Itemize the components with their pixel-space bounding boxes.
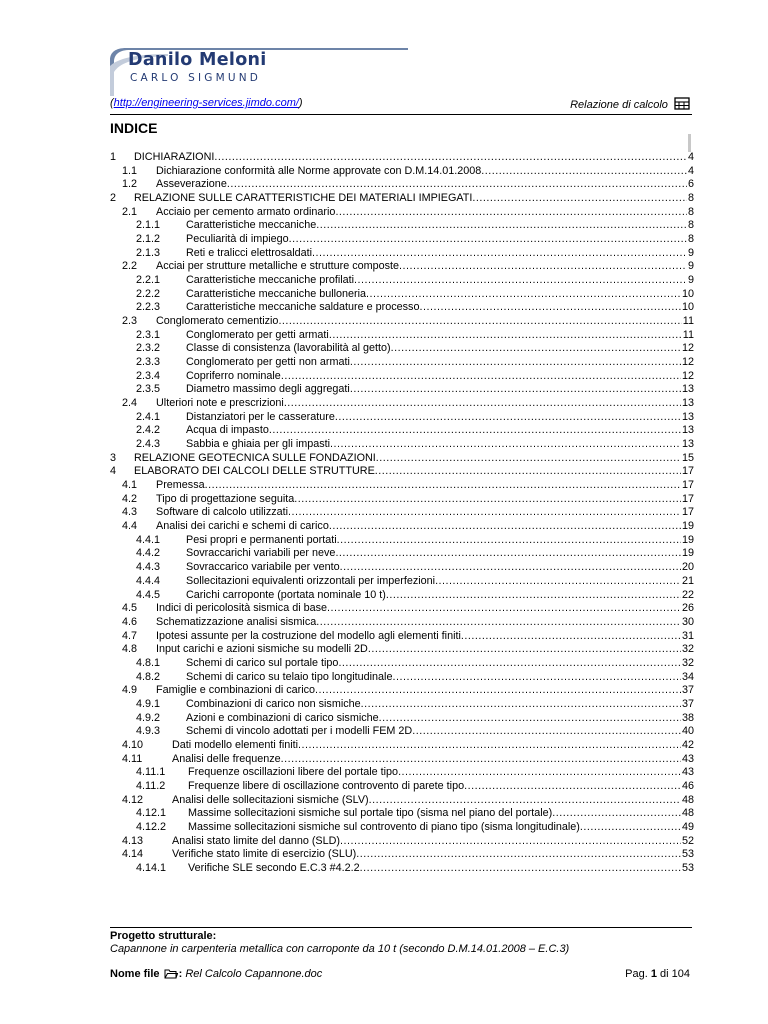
toc-leader-dots [278, 315, 681, 329]
company-logo [108, 44, 408, 98]
toc-entry-number: 4.12 [122, 793, 144, 806]
toc-leader-dots [284, 397, 681, 411]
toc-entry-number: 4.4.4 [136, 574, 161, 587]
toc-entry-page: 48 [681, 807, 694, 820]
toc-entry-number: 2.3.4 [136, 369, 161, 382]
toc-entry[interactable] [108, 479, 694, 493]
toc-leader-dots [461, 630, 681, 644]
toc-entry-page: 22 [681, 588, 694, 601]
toc-entry-number: 4.7 [122, 629, 138, 642]
toc-entry-page: 49 [681, 820, 694, 833]
file-name-separator: : [178, 968, 183, 980]
toc-entry-number: 4.12.1 [136, 807, 167, 820]
toc-leader-dots [330, 438, 681, 452]
toc-entry-number: 2.2 [122, 260, 138, 273]
toc-leader-dots [281, 370, 681, 384]
toc-entry-title: RELAZIONE GEOTECNICA SULLE FONDAZIONI [134, 451, 376, 464]
toc-entry-page: 10 [681, 287, 694, 300]
toc-entry-page: 15 [681, 451, 694, 464]
toc-entry-number: 4.14 [122, 848, 144, 861]
toc-leader-dots [214, 151, 687, 165]
toc-entry[interactable] [108, 561, 694, 575]
toc-entry-title: Sabbia e ghiaia per gli impasti [186, 438, 331, 451]
toc-entry-title: Famiglie e combinazioni di carico [156, 684, 316, 697]
toc-entry-number: 1.2 [122, 178, 138, 191]
toc-entry-page: 9 [687, 260, 694, 273]
toc-leader-dots [288, 506, 681, 520]
toc-leader-dots [472, 192, 687, 206]
toc-leader-dots [316, 219, 687, 233]
toc-entry-page: 11 [682, 328, 694, 341]
toc-entry-title: Analisi dei carichi e schemi di carico [156, 520, 329, 533]
toc-leader-dots [269, 424, 681, 438]
toc-leader-dots [552, 807, 681, 821]
toc-entry-title: Peculiarità di impiego [186, 233, 289, 246]
toc-entry-title: Acqua di impasto [186, 424, 269, 437]
toc-entry[interactable] [108, 630, 694, 644]
toc-entry-title: Verifiche stato limite di esercizio (SLU) [172, 848, 357, 861]
toc-leader-dots [350, 356, 681, 370]
toc-entry-number: 4.9 [122, 684, 138, 697]
toc-entry[interactable] [108, 547, 694, 561]
calculator-icon [674, 97, 690, 110]
toc-entry[interactable] [108, 329, 694, 343]
toc-entry-title: Dati modello elementi finiti [172, 738, 299, 751]
toc-entry-page: 20 [681, 561, 694, 574]
toc-entry[interactable] [108, 315, 694, 329]
toc-leader-dots [205, 479, 681, 493]
toc-entry-title: Caratteristiche meccaniche saldature e processo [186, 301, 420, 314]
toc-entry-title: Sollecitazioni equivalenti orizzontali per imperfezioni [186, 574, 436, 587]
toc-entry-title: Tipo di progettazione seguita [156, 492, 295, 505]
toc-leader-dots [368, 643, 681, 657]
toc-entry-page: 19 [681, 547, 694, 560]
page-of: di [660, 968, 669, 980]
toc-leader-dots [481, 165, 687, 179]
toc-entry-page: 12 [681, 342, 694, 355]
toc-entry-page: 13 [681, 424, 694, 437]
toc-entry-title: DICHIARAZIONI [134, 151, 215, 163]
toc-entry-page: 40 [681, 725, 694, 738]
toc-entry-title: Ipotesi assunte per la costruzione del modello agli elementi finiti [156, 629, 461, 642]
toc-entry-number: 4.11 [122, 752, 143, 765]
toc-entry-page: 48 [681, 793, 694, 806]
toc-leader-dots [329, 520, 681, 534]
toc-entry[interactable] [108, 356, 694, 370]
toc-entry-page: 34 [681, 670, 694, 683]
toc-entry[interactable] [108, 206, 694, 220]
link-open-paren: ( [110, 97, 114, 109]
toc-entry-number: 2.3.2 [136, 342, 161, 355]
toc-entry-page: 13 [681, 397, 694, 410]
toc-entry-page: 17 [681, 465, 694, 478]
toc-entry[interactable] [108, 739, 694, 753]
toc-entry-number: 4.9.3 [136, 725, 161, 738]
toc-entry[interactable] [108, 465, 694, 479]
toc-entry[interactable] [108, 862, 694, 876]
toc-leader-dots [360, 862, 681, 876]
toc-entry-number: 2 [110, 192, 117, 205]
toc-entry-number: 4.4 [122, 520, 138, 533]
toc-entry-number: 2.2.3 [136, 301, 161, 314]
toc-entry-page: 31 [681, 629, 694, 642]
toc-entry[interactable] [108, 192, 694, 206]
toc-entry-title: Frequenze libere di oscillazione controvento di parete tipo [188, 779, 465, 792]
toc-entry[interactable] [108, 534, 694, 548]
toc-entry-page: 32 [681, 643, 694, 656]
toc-entry-number: 4.6 [122, 615, 138, 628]
toc-entry-page: 4 [687, 151, 694, 163]
toc-entry-number: 1.1 [122, 164, 138, 177]
toc-entry-page: 4 [687, 164, 694, 177]
table-of-contents [108, 151, 694, 876]
footer-divider [110, 927, 692, 928]
toc-entry-title: Software di calcolo utilizzati [156, 506, 289, 519]
toc-entry-number: 2.4.1 [136, 410, 161, 423]
header-divider [110, 114, 692, 115]
toc-entry-number: 4.5 [122, 602, 138, 615]
page-indicator [625, 968, 690, 980]
toc-entry-page: 12 [681, 356, 694, 369]
toc-entry-number: 2.3.3 [136, 356, 161, 369]
toc-entry-title: Combinazioni di carico non sismiche [186, 697, 361, 710]
document-type-label: Relazione di calcolo [570, 99, 668, 111]
toc-entry-page: 43 [681, 752, 694, 765]
toc-entry-title: Caratteristiche meccaniche profilati [186, 274, 355, 287]
toc-entry-title: Distanziatori per le casserature [186, 410, 335, 423]
index-title: INDICE [110, 120, 158, 136]
toc-leader-dots [327, 602, 681, 616]
toc-entry-page: 30 [681, 615, 694, 628]
toc-entry-number: 4.14.1 [136, 861, 167, 874]
toc-entry[interactable] [108, 794, 694, 808]
toc-entry-title: Frequenze oscillazioni libere del portale tipo [188, 766, 399, 779]
toc-entry[interactable] [108, 397, 694, 411]
toc-entry[interactable] [108, 657, 694, 671]
toc-entry[interactable] [108, 616, 694, 630]
toc-entry-number: 4.9.2 [136, 711, 161, 724]
toc-entry-page: 46 [681, 779, 694, 792]
toc-entry-number: 2.1 [122, 205, 138, 218]
toc-entry-number: 2.4 [122, 397, 138, 410]
toc-entry-page: 8 [687, 233, 694, 246]
toc-leader-dots [329, 329, 682, 343]
toc-entry-page: 17 [681, 479, 694, 492]
toc-entry-title: Verifiche SLE secondo E.C.3 #4.2.2 [188, 861, 360, 874]
toc-entry-number: 4.9.1 [136, 697, 161, 710]
toc-entry[interactable] [108, 219, 694, 233]
toc-entry-number: 4 [110, 465, 117, 478]
toc-entry-title: Copriferro nominale [186, 369, 281, 382]
toc-entry[interactable] [108, 151, 694, 165]
toc-entry-page: 17 [681, 492, 694, 505]
toc-entry[interactable] [108, 848, 694, 862]
toc-entry[interactable] [108, 274, 694, 288]
toc-entry-page: 9 [687, 246, 694, 259]
toc-entry-page: 13 [681, 410, 694, 423]
toc-entry-page: 9 [687, 274, 694, 287]
toc-entry-title: Caratteristiche meccaniche bulloneria [186, 287, 367, 300]
toc-entry-page: 21 [681, 574, 694, 587]
toc-leader-dots [419, 301, 681, 315]
toc-leader-dots [289, 233, 687, 247]
toc-entry[interactable] [108, 575, 694, 589]
toc-entry[interactable] [108, 807, 694, 821]
toc-entry[interactable] [108, 712, 694, 726]
toc-entry-title: Carichi carroponte (portata nominale 10 t) [186, 588, 386, 601]
toc-leader-dots [369, 794, 681, 808]
toc-entry-page: 8 [687, 205, 694, 218]
toc-entry[interactable] [108, 780, 694, 794]
toc-entry-page: 13 [681, 383, 694, 396]
toc-entry[interactable] [108, 506, 694, 520]
toc-entry-title: Indici di pericolosità sismica di base [156, 602, 328, 615]
toc-entry-number: 2.1.1 [136, 219, 161, 232]
toc-entry[interactable] [108, 165, 694, 179]
toc-entry-page: 38 [681, 711, 694, 724]
toc-entry[interactable] [108, 247, 694, 261]
toc-entry-number: 2.3.1 [136, 328, 161, 341]
toc-entry-page: 26 [681, 602, 694, 615]
toc-leader-dots [337, 534, 681, 548]
toc-entry[interactable] [108, 753, 694, 767]
toc-entry[interactable] [108, 725, 694, 739]
toc-leader-dots [335, 547, 681, 561]
file-name-value: Rel Calcolo Capannone.doc [185, 968, 323, 980]
toc-entry[interactable] [108, 178, 694, 192]
toc-leader-dots [379, 712, 681, 726]
toc-entry[interactable] [108, 589, 694, 603]
toc-entry-number: 4.4.3 [136, 561, 161, 574]
toc-entry-title: Dichiarazione conformità alle Norme approvate con D.M.14.01.2008 [156, 164, 482, 177]
toc-entry-page: 8 [687, 219, 694, 232]
toc-entry-number: 2.2.1 [136, 274, 161, 287]
toc-entry-number: 2.1.3 [136, 246, 161, 259]
toc-entry-title: Diametro massimo degli aggregati [186, 383, 350, 396]
toc-entry-title: Premessa [156, 479, 205, 492]
toc-entry-title: Acciai per strutture metalliche e strutture composte [156, 260, 400, 273]
page-prefix: Pag. [625, 968, 648, 980]
file-name-label: Nome file [110, 968, 160, 980]
toc-entry-title: RELAZIONE SULLE CARATTERISTICHE DEI MATERIALI IMPIEGATI [134, 192, 473, 205]
toc-entry-title: Analisi delle sollecitazioni sismiche (SLV) [172, 793, 369, 806]
website-link[interactable]: http://engineering-services.jimdo.com/ [113, 97, 299, 109]
toc-entry-number: 4.1 [122, 479, 138, 492]
toc-entry-number: 1 [110, 151, 117, 163]
toc-leader-dots [340, 561, 681, 575]
toc-entry[interactable] [108, 301, 694, 315]
toc-entry[interactable] [108, 260, 694, 274]
document-type [570, 97, 690, 111]
toc-entry-number: 4.8 [122, 643, 138, 656]
toc-entry-title: Massime sollecitazioni sismiche sul controvento di piano tipo (sisma longitudinale) [188, 820, 580, 833]
toc-entry[interactable] [108, 835, 694, 849]
toc-entry-page: 53 [681, 848, 694, 861]
toc-entry[interactable] [108, 370, 694, 384]
toc-entry-number: 4.4.5 [136, 588, 161, 601]
toc-entry-title: ELABORATO DEI CALCOLI DELLE STRUTTURE [134, 465, 375, 478]
toc-leader-dots [338, 657, 681, 671]
toc-entry-number: 3 [110, 451, 117, 464]
toc-entry-page: 10 [681, 301, 694, 314]
toc-leader-dots [376, 452, 681, 466]
toc-entry-number: 4.11.2 [136, 779, 166, 792]
toc-entry-title: Ulteriori note e prescrizioni [156, 397, 284, 410]
toc-leader-dots [281, 753, 681, 767]
toc-leader-dots [316, 616, 681, 630]
toc-entry-title: Classe di consistenza (lavorabilità al getto) [186, 342, 391, 355]
toc-entry-number: 4.8.1 [136, 656, 161, 669]
toc-entry-page: 32 [681, 656, 694, 669]
toc-entry-number: 4.8.2 [136, 670, 161, 683]
toc-leader-dots [375, 465, 681, 479]
toc-entry-title: Schemi di vincolo adottati per i modelli FEM 2D [186, 725, 413, 738]
toc-leader-dots [298, 739, 681, 753]
toc-leader-dots [315, 684, 681, 698]
toc-entry-number: 2.4.2 [136, 424, 161, 437]
toc-entry[interactable] [108, 766, 694, 780]
toc-entry-number: 2.3 [122, 315, 138, 328]
toc-leader-dots [580, 821, 681, 835]
toc-leader-dots [354, 274, 687, 288]
toc-leader-dots [435, 575, 681, 589]
toc-leader-dots [312, 247, 687, 261]
toc-entry-number: 2.2.2 [136, 287, 161, 300]
toc-entry[interactable] [108, 671, 694, 685]
link-close-paren: ) [298, 97, 303, 109]
toc-entry[interactable] [108, 424, 694, 438]
toc-entry-number: 2.3.5 [136, 383, 161, 396]
toc-entry-title: Input carichi e azioni sismiche su modelli 2D [156, 643, 368, 656]
toc-entry-number: 4.13 [122, 834, 144, 847]
toc-entry-page: 37 [681, 697, 694, 710]
toc-entry[interactable] [108, 383, 694, 397]
toc-entry-number: 2.1.2 [136, 233, 161, 246]
toc-entry-number: 2.4.3 [136, 438, 161, 451]
toc-entry-page: 17 [681, 506, 694, 519]
toc-entry-page: 8 [687, 192, 694, 205]
toc-leader-dots [340, 835, 681, 849]
toc-entry-page: 12 [681, 369, 694, 382]
toc-leader-dots [464, 780, 681, 794]
toc-entry-page: 6 [687, 178, 694, 191]
toc-entry-title: Pesi propri e permanenti portati [186, 533, 337, 546]
toc-entry-page: 53 [681, 861, 694, 874]
toc-leader-dots [335, 206, 687, 220]
toc-entry[interactable] [108, 342, 694, 356]
toc-entry[interactable] [108, 288, 694, 302]
toc-leader-dots [294, 493, 681, 507]
scroll-marker [688, 134, 691, 152]
toc-entry-title: Analisi stato limite del danno (SLD) [172, 834, 341, 847]
toc-entry-page: 37 [681, 684, 694, 697]
toc-entry-number: 4.4.2 [136, 547, 161, 560]
folder-icon [164, 968, 178, 979]
toc-entry[interactable] [108, 643, 694, 657]
toc-entry-title: Azioni e combinazioni di carico sismiche [186, 711, 379, 724]
toc-entry-page: 19 [681, 520, 694, 533]
project-description: Capannone in carpenteria metallica con carroponte da 10 t (secondo D.M.14.01.2008 – E.C.3) [110, 943, 570, 955]
toc-entry[interactable] [108, 452, 694, 466]
toc-entry-title: Conglomerato per getti non armati [186, 356, 350, 369]
toc-entry-title: Analisi delle frequenze [172, 752, 281, 765]
toc-entry[interactable] [108, 493, 694, 507]
toc-entry-title: Acciaio per cemento armato ordinario [156, 205, 336, 218]
header-link-wrapper [110, 97, 303, 109]
toc-entry-page: 43 [681, 766, 694, 779]
page-total: 104 [671, 968, 690, 980]
toc-entry-title: Schematizzazione analisi sismica [156, 615, 317, 628]
toc-leader-dots [356, 848, 681, 862]
toc-entry-title: Asseverazione [156, 178, 227, 191]
toc-entry-title: Massime sollecitazioni sismiche sul portale tipo (sisma nel piano del portale) [188, 807, 553, 820]
toc-entry-title: Caratteristiche meccaniche [186, 219, 317, 232]
toc-entry-title: Conglomerato cementizio [156, 315, 279, 328]
toc-entry-number: 4.11.1 [136, 766, 166, 779]
toc-entry[interactable] [108, 684, 694, 698]
toc-leader-dots [398, 766, 681, 780]
toc-entry-page: 11 [682, 315, 694, 328]
toc-entry-number: 4.3 [122, 506, 138, 519]
page-current: 1 [650, 968, 657, 980]
toc-leader-dots [350, 383, 681, 397]
toc-entry-title: Conglomerato per getti armati [186, 328, 329, 341]
toc-entry-number: 4.2 [122, 492, 138, 505]
toc-leader-dots [335, 411, 681, 425]
toc-entry[interactable] [108, 602, 694, 616]
logo-subtitle: CARLO SIGMUND [130, 72, 262, 84]
toc-entry-page: 13 [681, 438, 694, 451]
toc-leader-dots [399, 260, 687, 274]
toc-leader-dots [412, 725, 681, 739]
file-name-line [110, 968, 322, 980]
toc-entry-title: Reti e tralicci elettrosaldati [186, 246, 313, 259]
toc-leader-dots [227, 178, 687, 192]
toc-entry[interactable] [108, 233, 694, 247]
toc-entry-title: Sovraccarico variabile per vento [186, 561, 340, 574]
toc-entry-title: Schemi di carico sul portale tipo [186, 656, 339, 669]
toc-entry-title: Sovraccarichi variabili per neve [186, 547, 336, 560]
toc-entry-number: 4.12.2 [136, 820, 167, 833]
toc-leader-dots [391, 342, 681, 356]
toc-entry[interactable] [108, 411, 694, 425]
toc-leader-dots [366, 288, 681, 302]
toc-entry-number: 4.10 [122, 738, 144, 751]
toc-leader-dots [361, 698, 681, 712]
toc-entry[interactable] [108, 698, 694, 712]
project-label: Progetto strutturale: [110, 930, 217, 942]
toc-entry-page: 19 [681, 533, 694, 546]
toc-entry[interactable] [108, 438, 694, 452]
toc-entry-page: 52 [681, 834, 694, 847]
logo-name: Danilo Meloni [128, 50, 267, 70]
toc-leader-dots [392, 671, 681, 685]
toc-leader-dots [386, 589, 681, 603]
toc-entry[interactable] [108, 821, 694, 835]
toc-entry[interactable] [108, 520, 694, 534]
toc-entry-number: 4.4.1 [136, 533, 161, 546]
toc-entry-title: Schemi di carico su telaio tipo longitudinale [186, 670, 393, 683]
toc-entry-page: 42 [681, 738, 694, 751]
